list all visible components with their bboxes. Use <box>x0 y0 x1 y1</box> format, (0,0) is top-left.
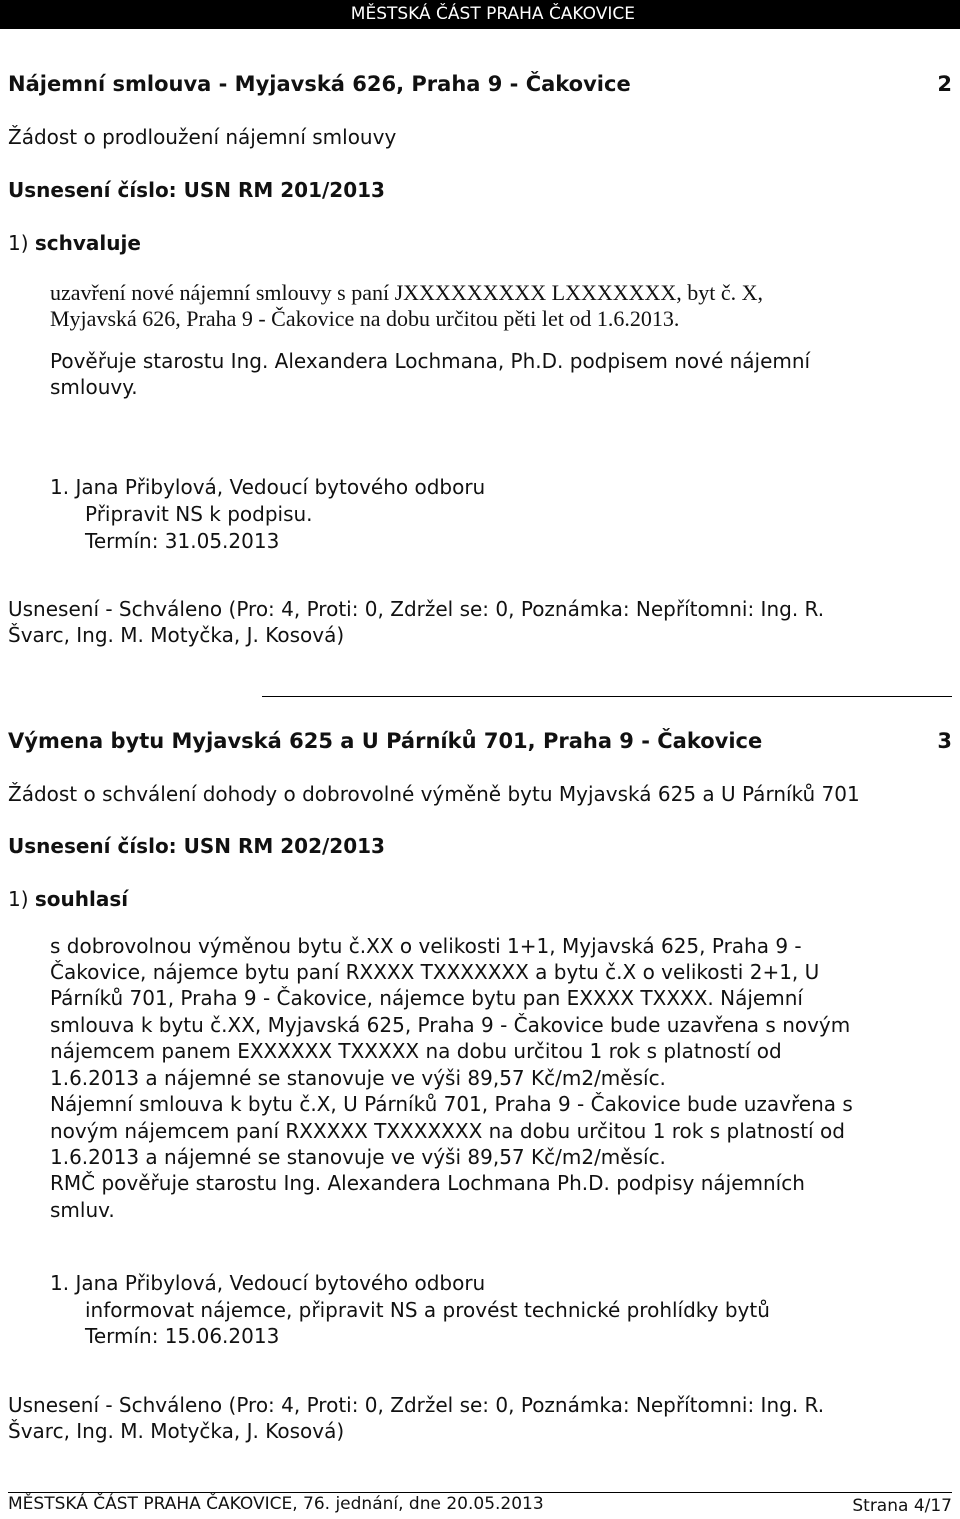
page-number: Strana 4/17 <box>852 1496 952 1516</box>
footer-meeting-info: MĚSTSKÁ ČÁST PRAHA ČAKOVICE, 76. jednání, dne 20.05.2013 <box>8 1494 544 1514</box>
header-org: MĚSTSKÁ ČÁST PRAHA ČAKOVICE <box>350 4 635 24</box>
point-verb: schvaluje <box>34 231 141 255</box>
authorize-line: Pověřuje starostu Ing. Alexandera Lochmana, Ph.D. podpisem nové nájemní <box>50 349 811 373</box>
item-subject: Žádost o prodloužení nájemní smlouvy <box>8 125 397 149</box>
authorize-line: smlouvy. <box>50 375 138 399</box>
point-label: 1) <box>8 887 35 911</box>
body-line: nájemcem panem EXXXXXX TXXXXX na dobu určitou 1 rok s platností od <box>50 1039 782 1063</box>
body-line: smluv. <box>50 1198 115 1222</box>
resolution-point <box>8 230 141 257</box>
vote-line: Švarc, Ing. M. Motyčka, J. Kosová) <box>8 1419 345 1443</box>
task-action: informovat nájemce, připravit NS a provést technické prohlídky bytů <box>85 1298 770 1322</box>
body-line: novým nájemcem paní RXXXXX TXXXXXXX na dobu určitou 1 rok s platností od <box>50 1119 845 1143</box>
body-line: 1.6.2013 a nájemné se stanovuje ve výši 89,57 Kč/m2/měsíc. <box>50 1145 666 1169</box>
resolution-number: Usnesení číslo: USN RM 202/2013 <box>8 834 385 858</box>
body-line: Čakovice, nájemce bytu paní RXXXX TXXXXXXX a bytu č.X o velikosti 2+1, U <box>50 960 820 984</box>
body-line: Nájemní smlouva k bytu č.X, U Párníků 701, Praha 9 - Čakovice bude uzavřena s <box>50 1092 853 1116</box>
point-label: 1) <box>8 231 35 255</box>
task-person: 1. Jana Přibylová, Vedoucí bytového odboru <box>50 475 486 499</box>
item-number: 3 <box>937 729 952 753</box>
body-line: smlouva k bytu č.XX, Myjavská 625, Praha 9 - Čakovice bude uzavřena s novým <box>50 1013 851 1037</box>
body-line: Myjavská 626, Praha 9 - Čakovice na dobu určitou pěti let od 1.6.2013. <box>50 306 680 331</box>
resolution-number: Usnesení číslo: USN RM 201/2013 <box>8 178 385 202</box>
item-subject: Žádost o schválení dohody o dobrovolné výměně bytu Myjavská 625 a U Párníků 701 <box>8 782 860 806</box>
vote-line: Švarc, Ing. M. Motyčka, J. Kosová) <box>8 623 345 647</box>
task-person: 1. Jana Přibylová, Vedoucí bytového odboru <box>50 1271 486 1295</box>
body-line: s dobrovolnou výměnou bytu č.XX o velikosti 1+1, Myjavská 625, Praha 9 - <box>50 934 802 958</box>
item-title: Nájemní smlouva - Myjavská 626, Praha 9 - Čakovice <box>8 72 631 96</box>
separator-line <box>262 696 952 697</box>
body-line: RMČ pověřuje starostu Ing. Alexandera Lochmana Ph.D. podpisy nájemních <box>50 1171 805 1195</box>
page-header <box>0 0 960 29</box>
vote-line: Usnesení - Schváleno (Pro: 4, Proti: 0, Zdržel se: 0, Poznámka: Nepřítomni: Ing. R. <box>8 1393 825 1417</box>
body-line: uzavření nové nájemní smlouvy s paní JXXXXXXXXX LXXXXXXX, byt č. X, <box>50 280 764 305</box>
item-title: Výmena bytu Myjavská 625 a U Párníků 701, Praha 9 - Čakovice <box>8 729 763 753</box>
task-deadline: Termín: 31.05.2013 <box>85 529 280 553</box>
body-line: 1.6.2013 a nájemné se stanovuje ve výši 89,57 Kč/m2/měsíc. <box>50 1066 666 1090</box>
resolution-point <box>8 886 128 913</box>
vote-line: Usnesení - Schváleno (Pro: 4, Proti: 0, Zdržel se: 0, Poznámka: Nepřítomni: Ing. R. <box>8 597 825 621</box>
point-verb: souhlasí <box>34 887 129 911</box>
item-number: 2 <box>937 72 952 96</box>
body-line: Párníků 701, Praha 9 - Čakovice, nájemce bytu pan EXXXX TXXXX. Nájemní <box>50 986 803 1010</box>
task-action: Připravit NS k podpisu. <box>85 502 313 526</box>
task-deadline: Termín: 15.06.2013 <box>85 1324 280 1348</box>
